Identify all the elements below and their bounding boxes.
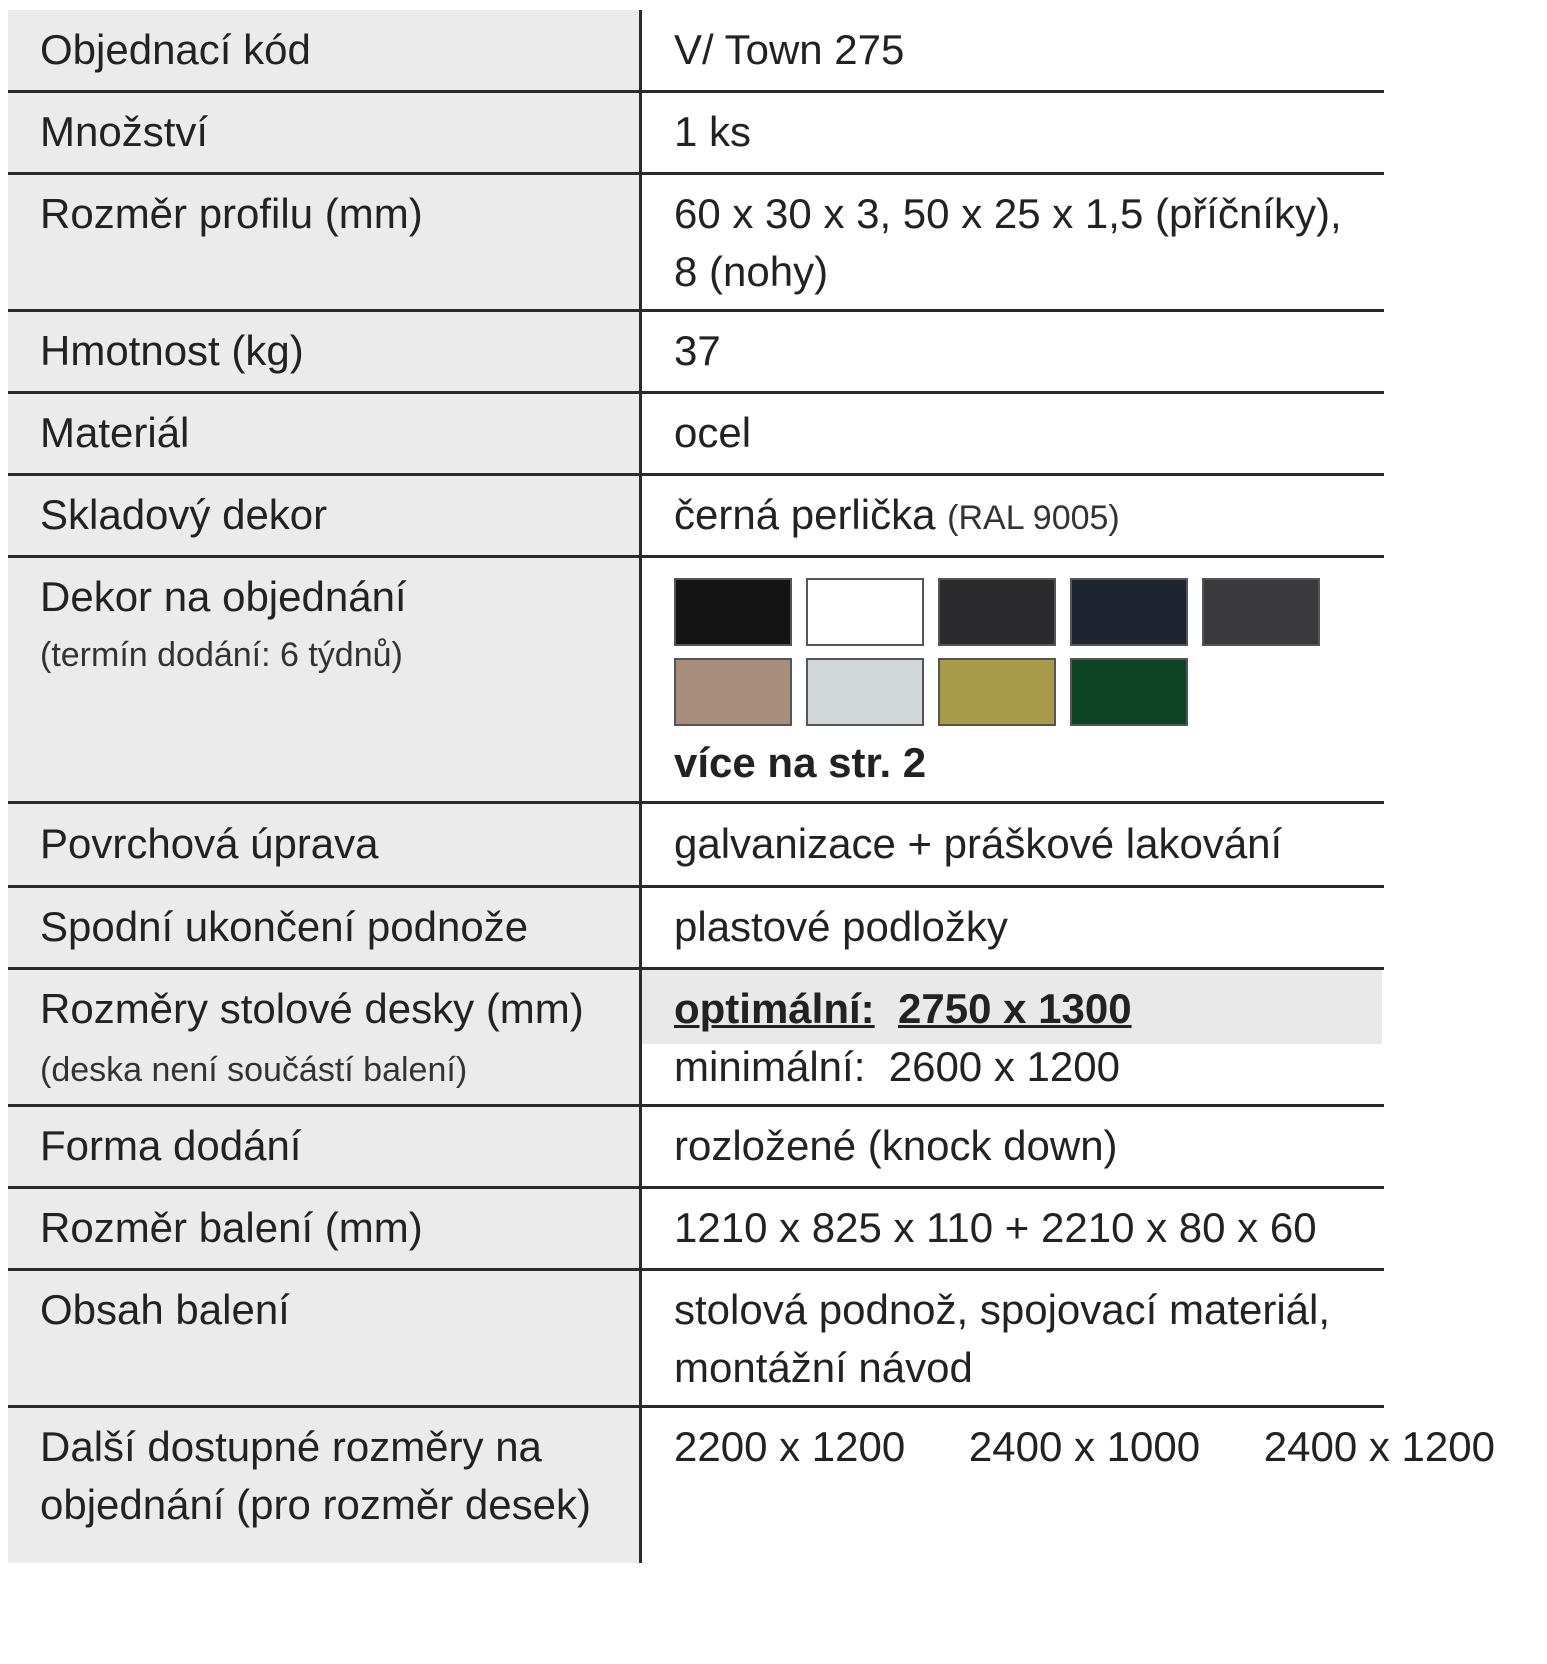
row-value	[674, 485, 1120, 548]
row-label: Obsah balení	[40, 1286, 290, 1333]
row-value: 1210 x 825 x 110 + 2210 x 80 x 60	[674, 1204, 1317, 1251]
color-swatch-graphite	[1202, 578, 1320, 646]
value-cell	[642, 804, 1384, 885]
table-row	[8, 888, 1384, 970]
table-row	[8, 10, 1384, 93]
value-cell	[642, 394, 1384, 473]
row-sublabel: (deska není součástí balení)	[40, 1051, 468, 1089]
row-value: plastové podložky	[674, 903, 1008, 950]
label-cell	[8, 1189, 642, 1268]
label-cell	[8, 1271, 642, 1405]
row-label: Množství	[40, 108, 209, 155]
table-row	[8, 1107, 1384, 1189]
table-row	[8, 93, 1384, 175]
table-row	[8, 1271, 1384, 1408]
row-label: Rozměr balení (mm)	[40, 1204, 423, 1251]
label-cell	[8, 93, 642, 172]
minimal-size	[674, 1037, 1120, 1097]
stock-decor-name: černá perlička	[674, 491, 936, 538]
row-label: Objednací kód	[40, 26, 311, 73]
optimal-label: optimální:	[674, 985, 875, 1032]
color-swatch-dark-navy	[1070, 578, 1188, 646]
table-row	[8, 1408, 1495, 1563]
row-value-line2: montážní návod	[674, 1344, 973, 1391]
color-swatch-white	[806, 578, 924, 646]
minimal-value: 2600 x 1200	[888, 1043, 1120, 1090]
row-value: ocel	[674, 409, 752, 456]
table-row	[8, 312, 1384, 394]
color-swatch-bronze-beige	[674, 658, 792, 726]
label-cell	[8, 1408, 642, 1563]
value-cell	[642, 10, 1384, 90]
table-row	[8, 970, 1384, 1107]
color-swatch-gold	[938, 658, 1056, 726]
row-label: Rozměr profilu (mm)	[40, 190, 423, 237]
row-label-line2: objednání (pro rozměr desek)	[40, 1481, 591, 1528]
value-cell	[642, 476, 1384, 555]
size-option: 2400 x 1200	[1263, 1423, 1495, 1470]
color-swatch-light-grey	[806, 658, 924, 726]
row-label-line1: Další dostupné rozměry na	[40, 1423, 542, 1470]
minimal-label: minimální:	[674, 1043, 866, 1090]
more-colors-note: více na str. 2	[674, 739, 927, 786]
size-option: 2400 x 1000	[968, 1423, 1201, 1470]
spec-table	[8, 10, 1495, 1563]
table-row	[8, 394, 1384, 476]
label-cell	[8, 558, 642, 801]
label-cell	[8, 312, 642, 391]
row-value-line2: 8 (nohy)	[674, 248, 829, 295]
row-value: rozložené (knock down)	[674, 1122, 1118, 1169]
optimal-value: 2750 x 1300	[898, 985, 1132, 1032]
label-cell	[8, 888, 642, 967]
color-swatch-black	[674, 578, 792, 646]
value-cell	[642, 312, 1384, 391]
label-cell	[8, 1107, 642, 1186]
label-cell	[8, 394, 642, 473]
table-row	[8, 476, 1384, 558]
label-cell	[8, 476, 642, 555]
label-cell	[8, 10, 642, 90]
row-label: Hmotnost (kg)	[40, 327, 304, 374]
row-label: Forma dodání	[40, 1122, 302, 1169]
row-value: 37	[674, 327, 721, 374]
available-sizes	[674, 1417, 1547, 1477]
row-label: Spodní ukončení podnože	[40, 903, 529, 950]
label-cell	[8, 804, 642, 885]
value-cell	[642, 93, 1384, 172]
value-cell	[642, 1271, 1384, 1405]
value-cell	[642, 558, 1384, 801]
label-cell	[8, 175, 642, 309]
row-value: galvanizace + práškové lakování	[674, 820, 1283, 867]
color-swatch-dark-green	[1070, 658, 1188, 726]
row-label: Dekor na objednání	[40, 573, 407, 620]
row-sublabel: (termín dodání: 6 týdnů)	[40, 636, 403, 674]
row-label: Materiál	[40, 409, 190, 456]
table-row	[8, 804, 1384, 888]
row-label: Povrchová úprava	[40, 820, 379, 867]
optimal-size	[674, 979, 1132, 1039]
table-row	[8, 175, 1384, 312]
table-row	[8, 1189, 1384, 1271]
row-value-line1: stolová podnož, spojovací materiál,	[674, 1286, 1331, 1333]
row-label: Skladový dekor	[40, 491, 328, 538]
row-value: V/ Town 275	[674, 26, 905, 73]
value-cell	[642, 1107, 1384, 1186]
value-cell	[642, 1408, 1495, 1563]
size-option: 2200 x 1200	[674, 1423, 906, 1470]
value-cell	[642, 970, 1384, 1104]
row-value-line1: 60 x 30 x 3, 50 x 25 x 1,5 (příčníky),	[674, 190, 1342, 237]
label-cell	[8, 970, 642, 1104]
row-value: 1 ks	[674, 108, 752, 155]
value-cell	[642, 888, 1384, 967]
table-row	[8, 558, 1384, 804]
color-swatch-anthracite	[938, 578, 1056, 646]
stock-decor-ral: (RAL 9005)	[947, 499, 1120, 537]
value-cell	[642, 1189, 1384, 1268]
row-label: Rozměry stolové desky (mm)	[40, 985, 584, 1032]
value-cell	[642, 175, 1384, 309]
